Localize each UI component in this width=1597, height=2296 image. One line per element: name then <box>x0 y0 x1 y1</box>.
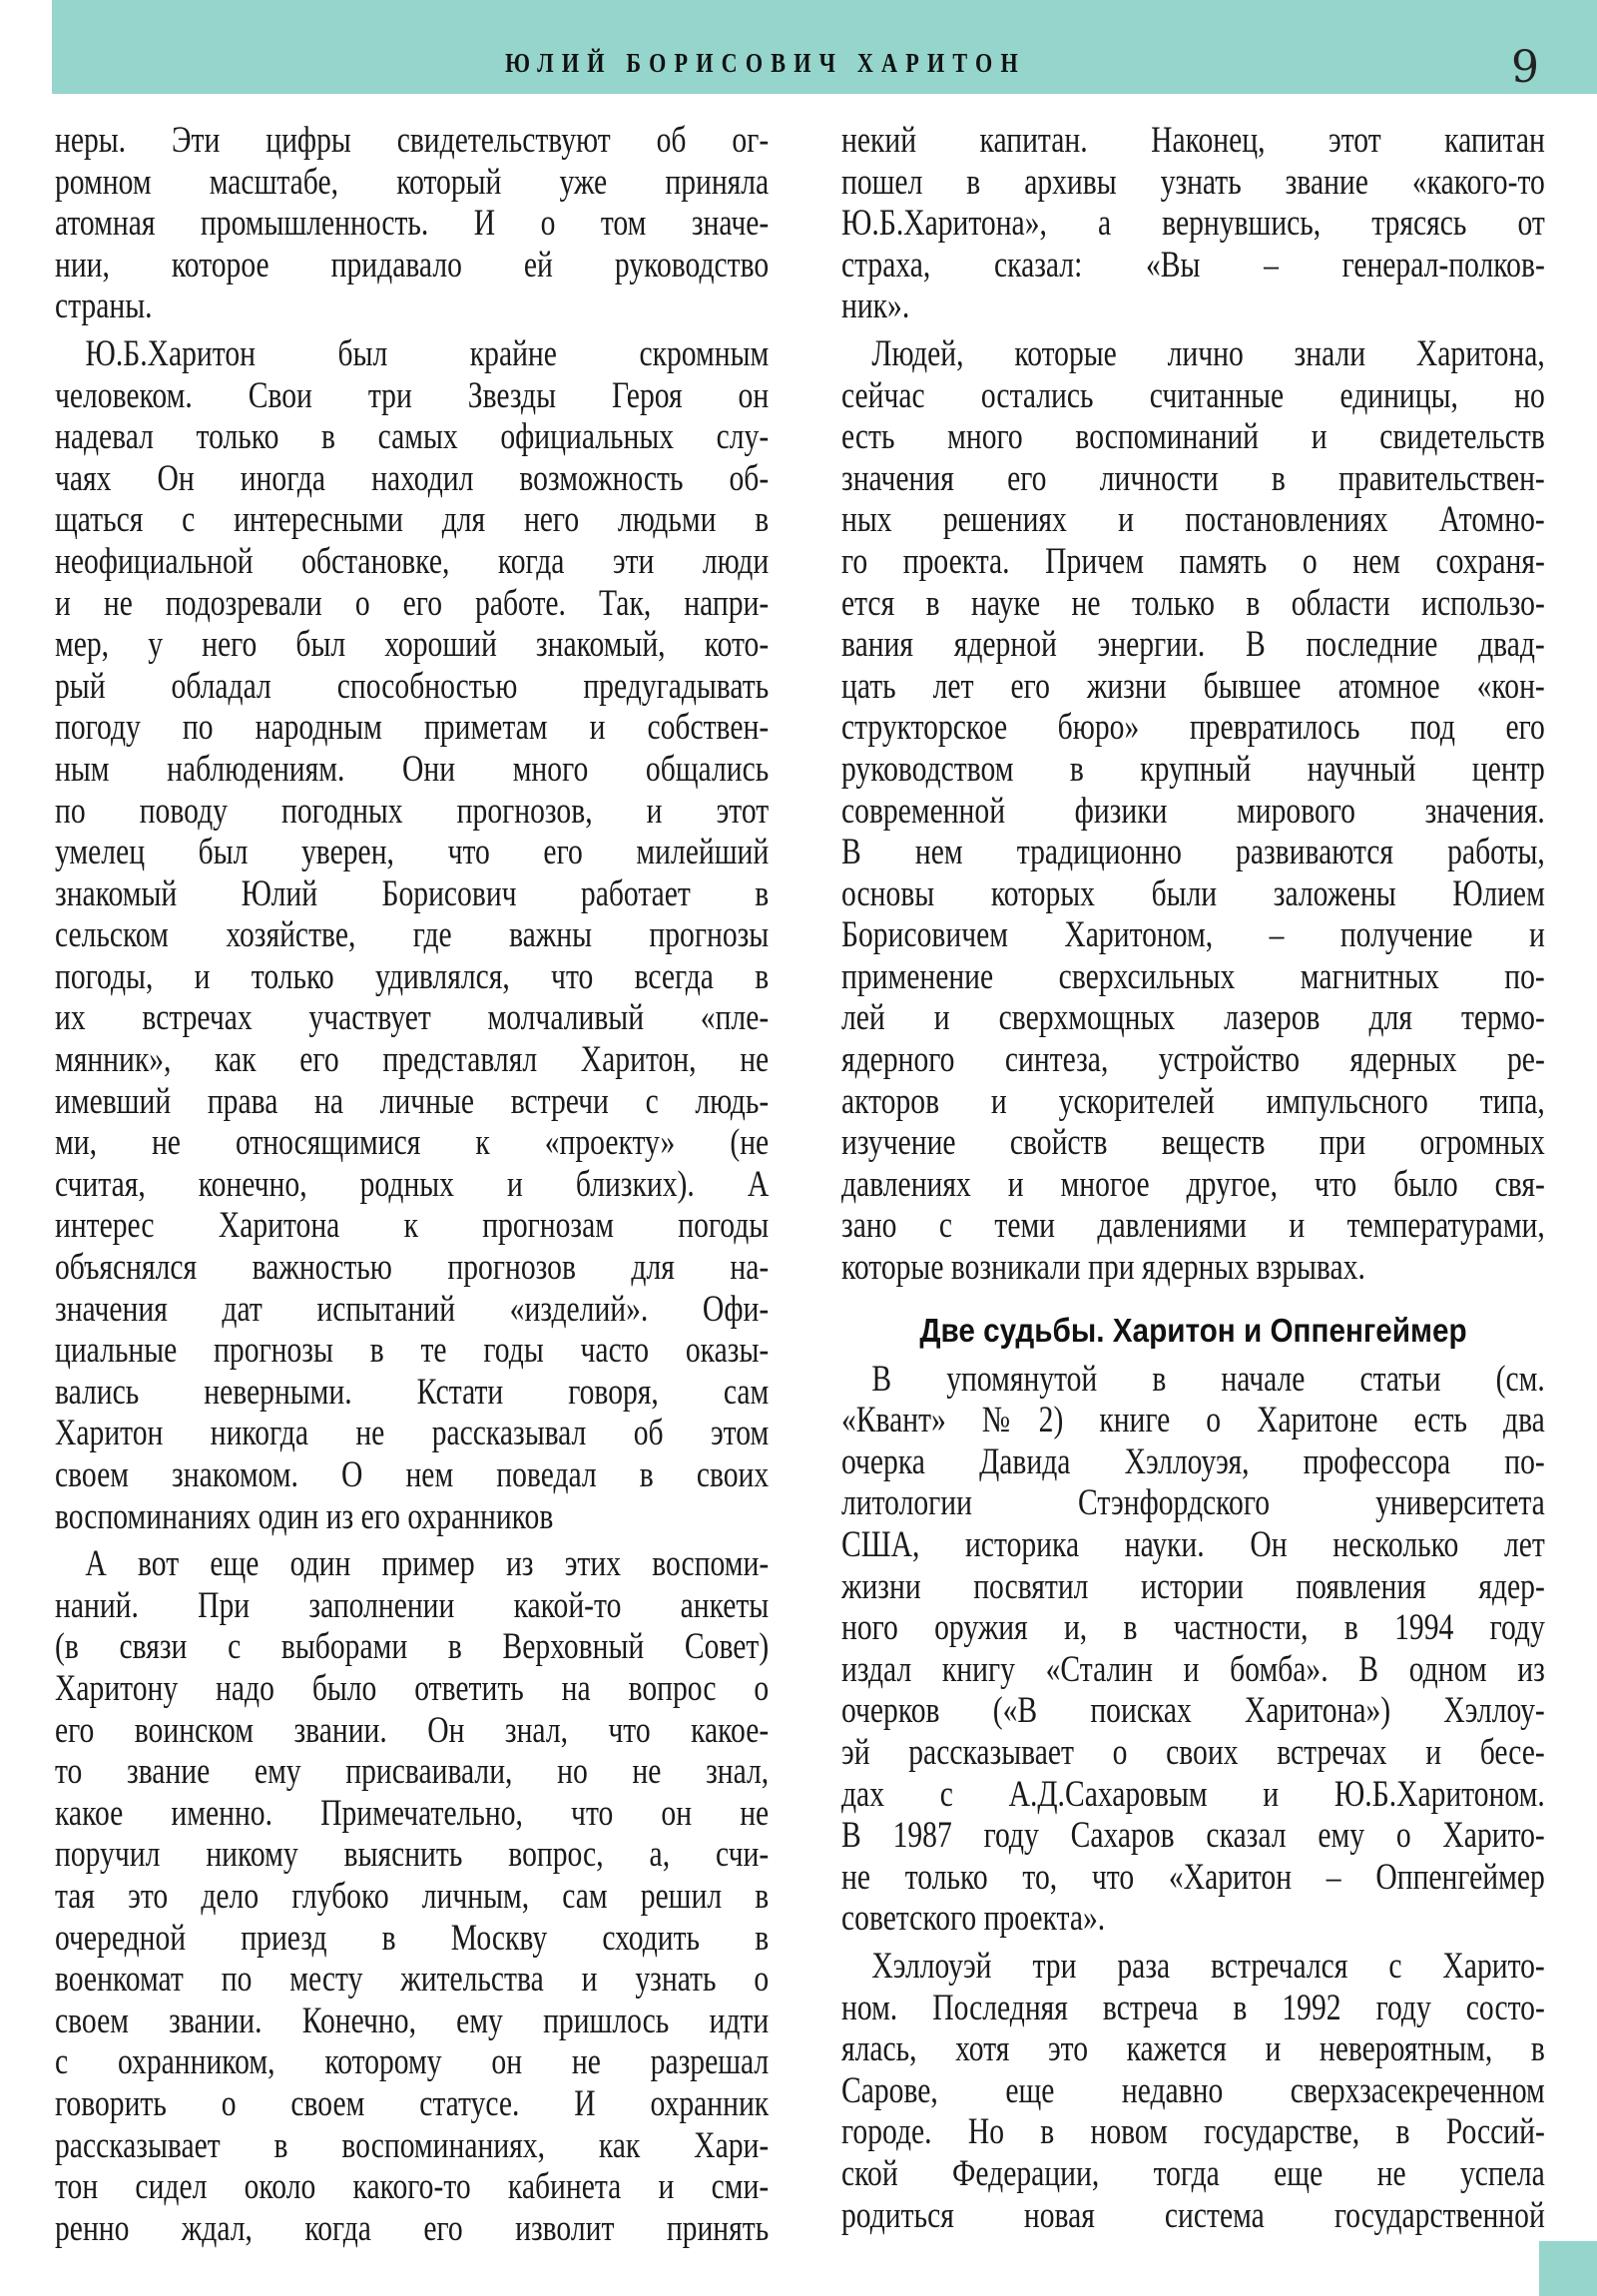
text-line: Харитону надо было ответить на вопрос о <box>55 1667 770 1709</box>
text-line: их встречах участвует молчаливый «пле- <box>55 997 770 1039</box>
text-line: и не подозревали о его работе. Так, напри- <box>55 582 770 624</box>
text-line: эй рассказывает о своих встречах и бесе- <box>841 1731 1545 1773</box>
text-line: В упомянутой в начале статьи (см. <box>871 1358 1545 1400</box>
text-line: дах с А.Д.Сахаровым и Ю.Б.Харитоном. <box>841 1773 1545 1815</box>
text-line: какое именно. Примечательно, что он не <box>55 1792 770 1834</box>
paragraph <box>55 333 769 1537</box>
text-line: сельском хозяйстве, где важны прогнозы <box>55 914 770 956</box>
text-line: Людей, которые лично знали Харитона, <box>871 332 1545 374</box>
text-line: Сарове, еще недавно сверхзасекреченном <box>841 2069 1545 2111</box>
text-line: ется в науке не только в области использо- <box>841 582 1545 624</box>
text-line: Ю.Б.Харитона», а вернувшись, трясясь от <box>841 203 1545 245</box>
text-line: ялась, хотя это кажется и невероятным, в <box>841 2028 1545 2070</box>
text-line: рассказывает в воспоминаниях, как Хари- <box>55 2124 770 2166</box>
text-line: современной физики мирового значения. <box>841 790 1545 832</box>
text-line: с охранником, которому он не разрешал <box>55 2041 770 2083</box>
text-line: неофициальной обстановке, когда эти люди <box>55 540 770 582</box>
text-line: ромном масштабе, который уже приняла <box>55 161 770 203</box>
text-line: его воинском звании. Он знал, что какое- <box>55 1709 770 1751</box>
text-line: своем звании. Конечно, ему пришлось идти <box>55 2000 770 2041</box>
paragraph <box>841 1946 1545 2236</box>
running-title: ЮЛИЙ БОРИСОВИЧ ХАРИТОН <box>505 48 1026 78</box>
text-line: тон сидел около какого-то кабинета и сми- <box>55 2166 770 2208</box>
text-line: Хэллоуэй три раза встречался с Харито- <box>871 1945 1545 1987</box>
text-line: тая это дело глубоко личным, сам решил в <box>55 1875 770 1917</box>
text-line: руководством в крупный научный центр <box>841 748 1545 790</box>
running-header <box>52 0 1597 94</box>
text-line: не только то, что «Харитон – Оппенгеймер <box>841 1856 1545 1898</box>
text-line: интерес Харитона к прогнозам погоды <box>55 1205 770 1247</box>
text-line: значения его личности в правительствен- <box>841 457 1545 499</box>
text-line: ской Федерации, тогда еще не успела <box>841 2152 1545 2194</box>
text-line: го проекта. Причем память о нем сохраня- <box>841 540 1545 582</box>
text-line: ном. Последняя встреча в 1992 году состо- <box>841 1987 1545 2028</box>
text-line: основы которых были заложены Юлием <box>841 872 1545 914</box>
text-line: умелец был уверен, что его милейший <box>55 832 770 873</box>
text-line: есть много воспоминаний и свидетельств <box>841 416 1545 458</box>
text-line: цать лет его жизни бывшее атомное «кон- <box>841 665 1545 707</box>
text-line: Харитон никогда не рассказывал об этом <box>55 1413 770 1454</box>
text-line: родиться новая система государственной <box>841 2194 1545 2236</box>
text-line: А вот еще один пример из этих воспоми- <box>85 1543 770 1585</box>
text-line: ядерного синтеза, устройство ядерных ре- <box>841 1039 1545 1081</box>
text-line: то звание ему присваивали, но не знал, <box>55 1751 770 1793</box>
text-line: нии, которое придавало ей руководство <box>55 244 770 286</box>
text-line: погоды, и только удивлялся, что всегда в <box>55 955 770 997</box>
text-line: атомная промышленность. И о том значе- <box>55 203 770 245</box>
text-line: применение сверхсильных магнитных по- <box>841 955 1545 997</box>
text-line: Ю.Б.Харитон был крайне скромным <box>85 332 770 374</box>
text-line: имевший права на личные встречи с людь- <box>55 1080 770 1122</box>
text-line: значения дат испытаний «изделий». Офи- <box>55 1288 770 1330</box>
paragraph <box>55 1543 769 2249</box>
text-line: ным наблюдениям. Они много общались <box>55 748 770 790</box>
text-line: человеком. Свои три Звезды Героя он <box>55 374 770 416</box>
section-heading: Две судьбы. Харитон и Оппенгеймер <box>919 1311 1467 1349</box>
text-line: мянник», как его представлял Харитон, не <box>55 1039 770 1081</box>
text-line: вания ядерной энергии. В последние двад- <box>841 624 1545 666</box>
text-line: наний. При заполнении какой-то анкеты <box>55 1584 770 1626</box>
text-line: Борисовичем Харитоном, – получение и <box>841 914 1545 956</box>
text-line: В 1987 году Сахаров сказал ему о Харито- <box>841 1815 1545 1857</box>
text-line: страны. <box>55 286 153 327</box>
text-line: своем знакомом. О нем поведал в своих <box>55 1454 770 1495</box>
text-line: говорить о своем статусе. И охранник <box>55 2082 770 2124</box>
text-line: чаях Он иногда находил возможность об- <box>55 457 770 499</box>
text-line: ного оружия и, в частности, в 1994 году <box>841 1607 1545 1649</box>
text-line: структорское бюро» превратилось под его <box>841 707 1545 749</box>
text-line: США, историка науки. Он несколько лет <box>841 1524 1545 1565</box>
text-line: рый обладал способностью предугадывать <box>55 665 770 707</box>
text-line: В нем традиционно развиваются работы, <box>841 832 1545 873</box>
text-line: поручил никому выяснить вопрос, а, счи- <box>55 1834 770 1876</box>
text-line: «Квант» №2) книге о Харитоне есть два <box>841 1400 1545 1441</box>
text-line: зано с теми давлениями и температурами, <box>841 1205 1545 1247</box>
text-line: жизни посвятил истории появления ядер- <box>841 1565 1545 1607</box>
right-column <box>841 120 1545 2236</box>
paragraph <box>841 1359 1545 1940</box>
left-column <box>55 120 769 2249</box>
text-line: городе. Но в новом государстве, в Россий- <box>841 2111 1545 2153</box>
text-line: изучение свойств веществ при огромных <box>841 1122 1545 1164</box>
page-number: 9 <box>1511 42 1539 93</box>
text-line: очерка Давида Хэллоуэя, профессора по- <box>841 1440 1545 1482</box>
text-line: считая, конечно, родных и близких). А <box>55 1163 770 1205</box>
text-line: страха, сказал: «Вы – генерал-полков- <box>841 244 1545 286</box>
text-line: циальные прогнозы в те годы часто оказы- <box>55 1330 770 1372</box>
paragraph <box>841 120 1545 327</box>
text-line: военкомат по месту жительства и узнать о <box>55 1959 770 2001</box>
text-line: ных решениях и постановлениях Атомно- <box>841 499 1545 541</box>
text-line: некий капитан. Наконец, этот капитан <box>841 120 1545 161</box>
text-line: объяснялся важностью прогнозов для на- <box>55 1247 770 1289</box>
paragraph <box>55 120 769 327</box>
text-line: сейчас остались считанные единицы, но <box>841 374 1545 416</box>
text-line: очередной приезд в Москву сходить в <box>55 1917 770 1959</box>
text-line: пошел в архивы узнать звание «какого-то <box>841 161 1545 203</box>
text-line: щаться с интересными для него людьми в <box>55 499 770 541</box>
page-corner-tab <box>1539 2241 1597 2296</box>
text-line: воспоминаниях один из его охранников <box>55 1495 554 1537</box>
paragraph <box>841 333 1545 1289</box>
text-line: вались неверными. Кстати говоря, сам <box>55 1371 770 1413</box>
text-line: знакомый Юлий Борисович работает в <box>55 872 770 914</box>
text-line: давлениях и многое другое, что было свя- <box>841 1163 1545 1205</box>
text-line: (в связи с выборами в Верховный Совет) <box>55 1626 770 1668</box>
text-line: очерков («В поисках Харитона») Хэллоу- <box>841 1690 1545 1732</box>
text-line: надевал только в самых официальных слу- <box>55 416 770 458</box>
text-line: литологии Стэнфордского университета <box>841 1482 1545 1524</box>
text-line: ми, не относящимися к «проекту» (не <box>55 1122 770 1164</box>
text-line: мер, у него был хороший знакомый, кото- <box>55 624 770 666</box>
text-line: по поводу погодных прогнозов, и этот <box>55 790 770 832</box>
text-line: советского проекта». <box>841 1898 1106 1940</box>
text-line: лей и сверхмощных лазеров для термо- <box>841 997 1545 1039</box>
text-line: неры. Эти цифры свидетельствуют об ог- <box>55 120 770 161</box>
text-line: погоду по народным приметам и собствен- <box>55 707 770 749</box>
text-line: которые возникали при ядерных взрывах. <box>841 1247 1365 1289</box>
text-line: акторов и ускорителей импульсного типа, <box>841 1080 1545 1122</box>
text-line: ренно ждал, когда его изволит принять <box>55 2207 770 2249</box>
text-line: ник». <box>841 286 910 327</box>
text-line: издал книгу «Сталин и бомба». В одном из <box>841 1648 1545 1690</box>
